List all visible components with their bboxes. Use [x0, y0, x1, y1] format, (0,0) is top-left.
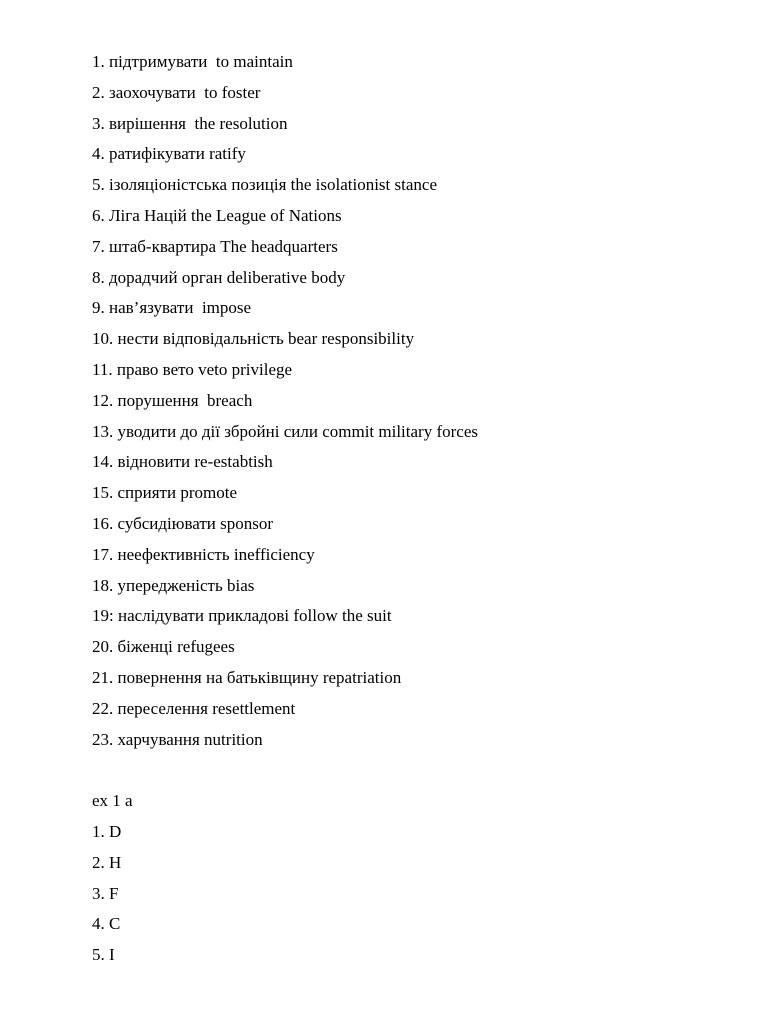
vocabulary-item: 3. вирішення the resolution: [92, 113, 288, 133]
answer-item: 3. F: [92, 883, 119, 903]
vocabulary-item: 10. нести відповідальність bear responsibility: [92, 329, 415, 349]
vocabulary-item: 9. нав’язувати impose: [92, 298, 252, 318]
vocabulary-item: 20. біженці refugees: [92, 637, 235, 657]
vocabulary-item: 14. відновити re-estabtish: [92, 452, 273, 472]
vocabulary-item: 16. субсидіювати sponsor: [92, 513, 274, 533]
vocabulary-item: 4. ратифікувати ratify: [92, 144, 246, 164]
vocabulary-item: 18. упередженість bias: [92, 575, 255, 595]
vocabulary-item: 6. Ліга Націй the League of Nations: [92, 205, 342, 225]
vocabulary-list: [92, 47, 732, 755]
vocabulary-item: 15. сприяти promote: [92, 483, 237, 503]
vocabulary-item: 13. уводити до дії збройні сили commit military forces: [92, 421, 478, 441]
vocabulary-item: 23. харчування nutrition: [92, 729, 263, 749]
exercise-title: ex 1 a: [92, 791, 133, 811]
vocabulary-item: 11. право вето veto privilege: [92, 359, 293, 379]
vocabulary-item: 7. штаб-квартира The headquarters: [92, 236, 338, 256]
vocabulary-item: 22. переселення resettlement: [92, 698, 296, 718]
answer-item: 5. I: [92, 945, 115, 965]
document-body: [92, 47, 732, 971]
vocabulary-item: 21. повернення на батьківщину repatriation: [92, 667, 402, 687]
vocabulary-item: 1. підтримувати to maintain: [92, 52, 293, 71]
answer-item: 2. H: [92, 852, 122, 872]
vocabulary-item: 12. порушення breach: [92, 390, 253, 410]
vocabulary-item: 5. ізоляціоністська позиція the isolationist stance: [92, 175, 437, 195]
blank-line: [92, 755, 732, 786]
vocabulary-item: 8. дорадчий орган deliberative body: [92, 267, 346, 287]
vocabulary-item: 19: наслідувати прикладові follow the suit: [92, 606, 392, 626]
answer-item: 1. D: [92, 821, 122, 841]
answer-item: 4. C: [92, 914, 121, 934]
vocabulary-item: 17. неефективність inefficiency: [92, 544, 315, 564]
answer-list: [92, 817, 732, 971]
vocabulary-item: 2. заохочувати to foster: [92, 82, 261, 102]
